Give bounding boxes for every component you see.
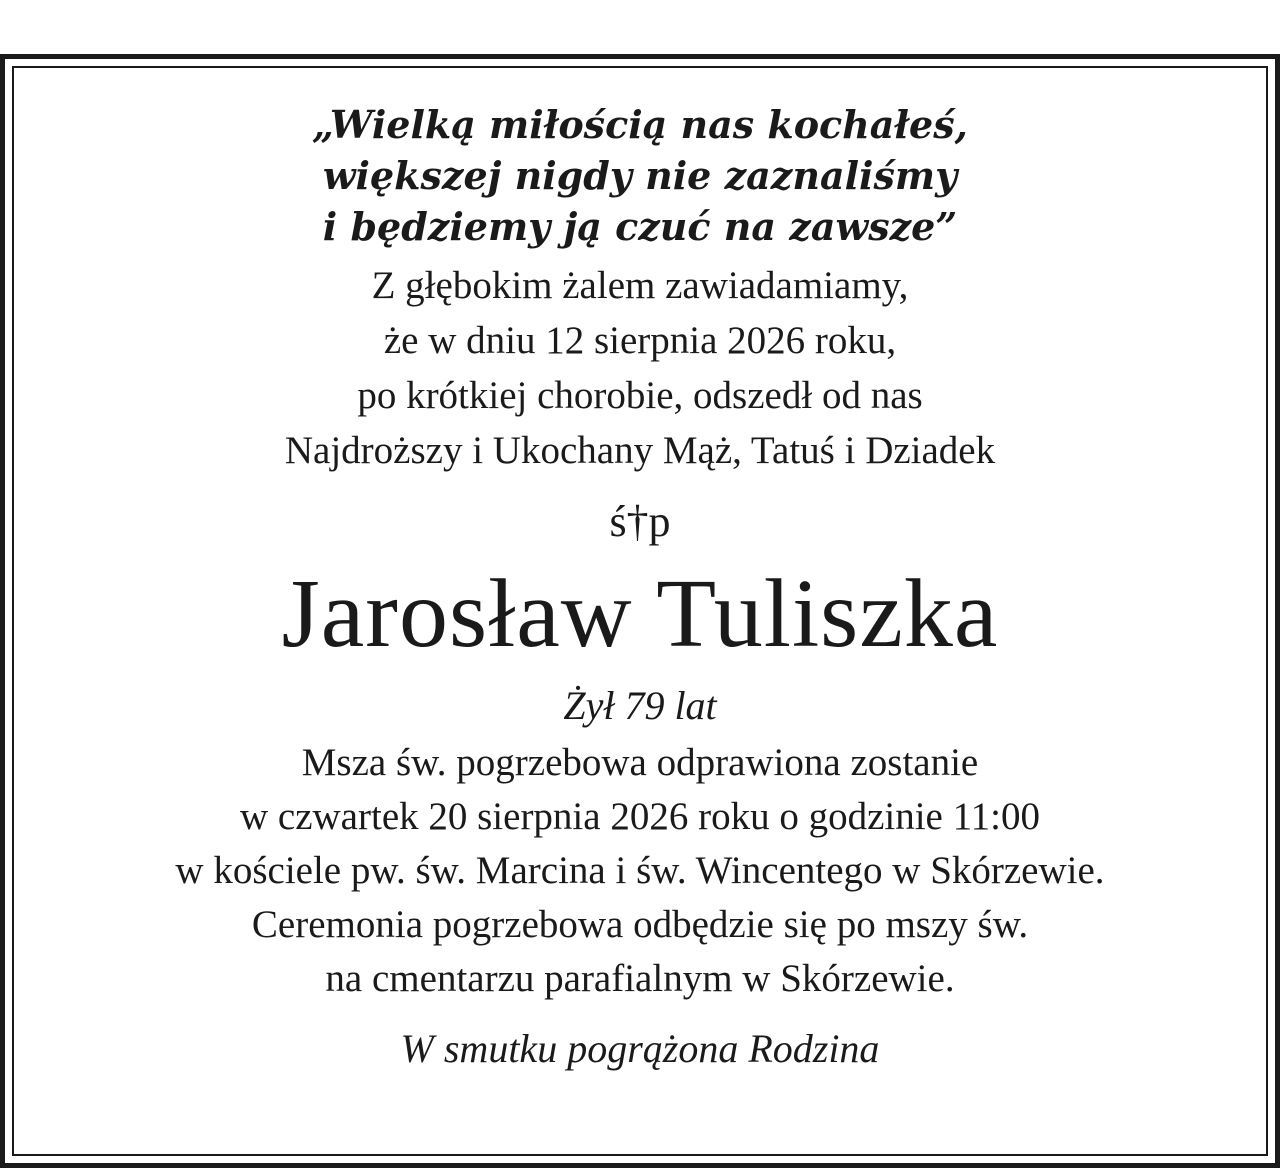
obituary-content (5, 59, 1275, 1163)
details-line: Msza św. pogrzebowa odprawiona zostanie (301, 741, 979, 784)
details-line: na cmentarzu parafialnym w Skórzewie. (325, 957, 955, 1000)
announcement-intro (5, 258, 1275, 478)
family-signature: W smutku pogrążona Rodzina (400, 1026, 880, 1071)
stp-label: ś†p (609, 497, 671, 546)
deceased-name: Jarosław Tuliszka (281, 560, 999, 668)
obituary-frame (0, 54, 1280, 1168)
quote-line: „Wielką miłością nas kochałeś, (312, 102, 968, 147)
quote-line: i będziemy ją czuć na zawsze” (322, 204, 958, 249)
intro-line: Z głębokim żalem zawiadamiamy, (371, 264, 909, 307)
intro-line: Najdroższy i Ukochany Mąż, Tatuś i Dziadek (284, 429, 996, 472)
funeral-details (5, 736, 1275, 1006)
memorial-quote (5, 99, 1275, 252)
details-line: Ceremonia pogrzebowa odbędzie się po mszy św. (251, 903, 1029, 946)
quote-line: większej nigdy nie zaznaliśmy (322, 153, 958, 198)
details-line: w czwartek 20 sierpnia 2026 roku o godzinie 11:00 (239, 795, 1040, 838)
age-line: Żył 79 lat (563, 683, 717, 728)
intro-line: że w dniu 12 sierpnia 2026 roku, (383, 319, 897, 362)
details-line: w kościele pw. św. Marcina i św. Wincentego w Skórzewie. (175, 849, 1105, 892)
intro-line: po krótkiej chorobie, odszedł od nas (357, 374, 923, 417)
